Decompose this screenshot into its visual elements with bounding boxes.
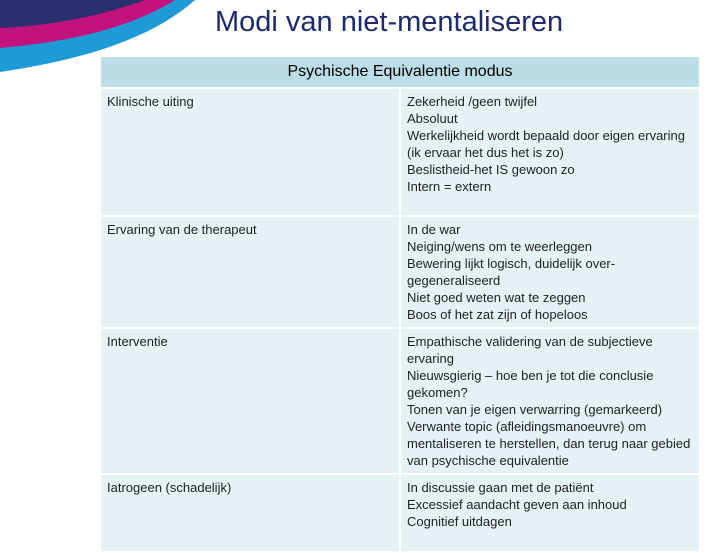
row-content [400, 328, 700, 474]
table-row [100, 328, 700, 474]
table-header: Psychische Equivalentie modus [100, 56, 700, 88]
content-line: Niet goed weten wat te zeggen [407, 290, 586, 305]
slide-title: Modi van niet-mentaliseren [215, 6, 564, 38]
content-line: Absoluut [407, 111, 458, 126]
row-label: Klinische uiting [100, 88, 400, 216]
table-row [100, 216, 700, 328]
content-line: Tonen van je eigen verwarring (gemarkeerd) [407, 402, 663, 417]
content-line: Werkelijkheid wordt bepaald door eigen ervaring (ik ervaar het dus het is zo) [407, 128, 685, 160]
content-line: Beslistheid-het IS gewoon zo [407, 162, 575, 177]
row-label: Ervaring van de therapeut [100, 216, 400, 328]
row-content [400, 88, 700, 216]
content-line: Zekerheid /geen twijfel [407, 94, 538, 109]
content-line: Boos of het zat zijn of hopeloos [407, 307, 588, 322]
content-line: Neiging/wens om te weerleggen [407, 239, 592, 254]
content-line: Cognitief uitdagen [407, 514, 512, 529]
psychic-equivalence-table [99, 55, 701, 553]
content-line: Nieuwsgierig – hoe ben je tot die conclusie gekomen? [407, 368, 654, 400]
row-label: Interventie [100, 328, 400, 474]
table-row [100, 474, 700, 552]
content-line: In discussie gaan met de patiënt [407, 480, 594, 495]
row-content [400, 474, 700, 552]
content-line: Excessief aandacht geven aan inhoud [407, 497, 627, 512]
content-line: Verwante topic (afleidingsmanoeuvre) om mentaliseren te herstellen, dan terug naar gebied van psychische equivalentie [407, 419, 691, 468]
content-line: Empathische validering van de subjectieve ervaring [407, 334, 653, 366]
content-line: Intern = extern [407, 179, 492, 194]
row-label: Iatrogeen (schadelijk) [100, 474, 400, 552]
content-line: Bewering lijkt logisch, duidelijk over-gegeneraliseerd [407, 256, 616, 288]
table-row [100, 88, 700, 216]
content-line: In de war [407, 222, 461, 237]
row-content [400, 216, 700, 328]
